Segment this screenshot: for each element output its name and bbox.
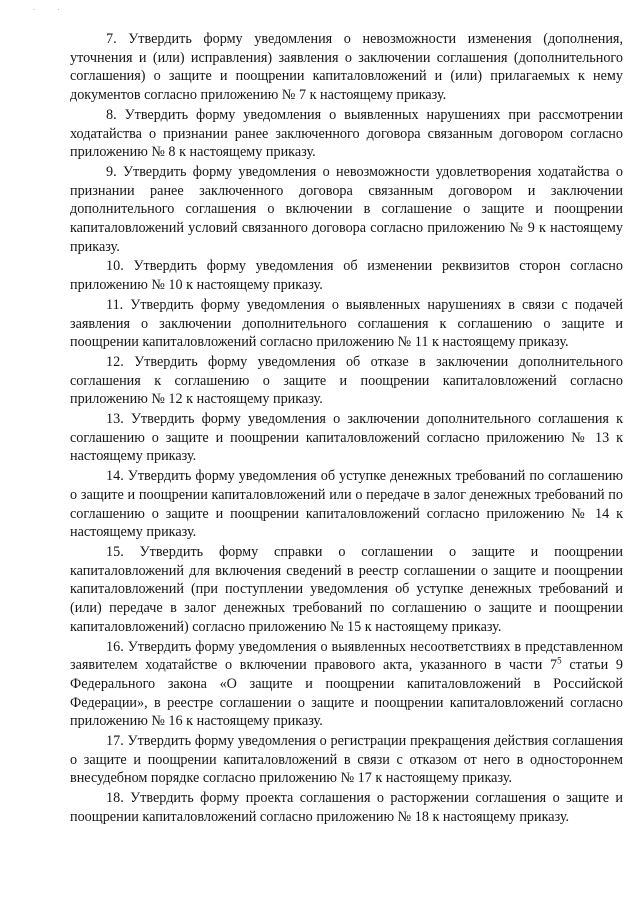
scan-artifact-marks: . . [33, 4, 70, 12]
paragraph-item-15: 15. Утвердить форму справки о соглашении о защите и поощрении капиталовложений для включения сведений в реестр соглашении о защите и поощрении капиталовложений (при поступлении уведомления об уступке денежных требований и (или) передаче в залог денежных требований по соглашению о защите и поощрении капиталовложений) согласно приложению № 15 к настоящему приказу. [70, 543, 623, 635]
paragraph-item-14: 14. Утвердить форму уведомления об уступке денежных требований по соглашению о защите и поощрении капиталовложений или о передаче в залог денежных требований по соглашению о защите и поощрении капиталовложений согласно приложению № 14 к настоящему приказу. [70, 468, 623, 541]
paragraph-item-9: 9. Утвердить форму уведомления о невозможности удовлетворения ходатайства о признании ранее заключенного договора связанным договором и заключении дополнительного соглашения о включении в соглашение о защите и поощрении капиталовложений условий связанного договора согласно приложению № 9 к настоящему приказу. [70, 163, 623, 255]
paragraph-item-12: 12. Утвердить форму уведомления об отказе в заключении дополнительного соглашения к соглашению о защите и поощрении капиталовложений согласно приложению № 12 к настоящему приказу. [70, 353, 623, 408]
paragraph-item-16-superscript: 5 [557, 655, 562, 666]
paragraph-item-8: 8. Утвердить форму уведомления о выявленных нарушениях при рассмотрении ходатайства о признании ранее заключенного договора связанным договором согласно приложению № 8 к настоящему приказу. [70, 106, 623, 161]
paragraph-item-10: 10. Утвердить форму уведомления об изменении реквизитов сторон согласно приложению № 10 к настоящему приказу. [70, 258, 623, 294]
paragraph-item-18: 18. Утвердить форму проекта соглашения о расторжении соглашения о защите и поощрении капиталовложений согласно приложению № 18 к настоящему приказу. [70, 790, 623, 825]
paragraph-item-11: 11. Утвердить форму уведомления о выявленных нарушениях в связи с подачей заявления о заключении дополнительного соглашения к соглашению о защите и поощрении капиталовложений согласно приложению № 11 к настоящему приказу. [70, 296, 623, 351]
paragraph-item-16 [70, 638, 623, 732]
paragraph-item-17: 17. Утвердить форму уведомления о регистрации прекращения действия соглашения о защите и поощрении капиталовложений в связи с отказом от него в одностороннем внесудебном порядке согласно приложению № 17 к настоящему приказу. [70, 733, 623, 787]
document-body [70, 30, 623, 828]
paragraph-item-16-text-before: 16. Утвердить форму уведомления о выявленных несоответствиях в представленном заявителем ходатайстве о включении правового акта, указанного в части 7 [70, 638, 623, 674]
paragraph-item-7: 7. Утвердить форму уведомления о невозможности изменения (дополнения, уточнения и (или) исправления) заявления о заключении соглашения (дополнительного соглашения) о защите и поощрении капиталовложений и (или) прилагаемых к нему документов согласно приложению № 7 к настоящему приказу. [70, 31, 623, 104]
paragraph-item-13: 13. Утвердить форму уведомления о заключении дополнительного соглашения к соглашению о защите и поощрении капиталовложений согласно приложению № 13 к настоящему приказу. [70, 411, 623, 465]
paragraph-item-16-text-after: статьи 9 Федерального закона «О защите и поощрении капиталовложений в Российской Федерации», в реестре соглашении о защите и поощрении капиталовложений согласно приложению № 16 к настоящему приказу. [70, 657, 623, 730]
